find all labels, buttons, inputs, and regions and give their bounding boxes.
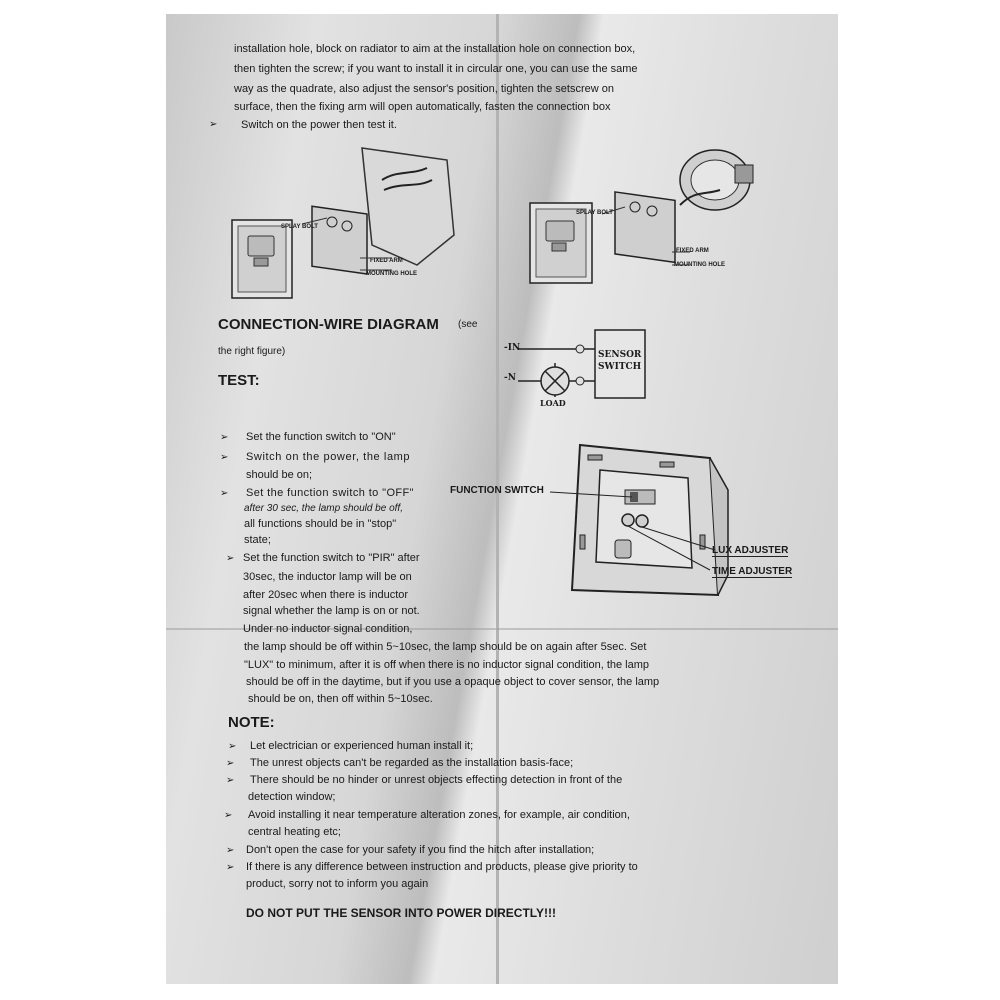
bullet-icon: ➢	[209, 119, 218, 130]
label-lux-adjuster: LUX ADJUSTER	[712, 545, 789, 556]
connection-heading: CONNECTION-WIRE DIAGRAM	[218, 316, 439, 333]
note-line: Let electrician or experienced human install it;	[250, 740, 474, 752]
install-figure-square	[232, 140, 462, 310]
test-line: "LUX" to minimum, after it is off when there is no inductor signal condition, the lamp	[244, 659, 650, 671]
intro-line: installation hole, block on radiator to aim at the installation hole on connection box,	[234, 43, 636, 55]
wiring-switch-label: SWITCH	[598, 362, 642, 372]
test-line: 30sec, the inductor lamp will be on	[243, 571, 412, 583]
note-line: If there is any difference between instruction and products, please give priority to	[246, 861, 638, 873]
intro-line: surface, then the fixing arm will open automatically, fasten the connection box	[234, 101, 611, 113]
test-line: all functions should be in "stop"	[244, 518, 397, 530]
test-line: Set the function switch to "PIR" after	[243, 552, 420, 564]
note-line: The unrest objects can't be regarded as the installation basis-face;	[250, 757, 574, 769]
bullet-icon: ➢	[220, 432, 229, 443]
test-line: state;	[244, 534, 271, 546]
note-line: Don't open the case for your safety if you find the hitch after installation;	[246, 844, 595, 856]
wiring-sensor-label: SENSOR	[598, 350, 642, 360]
paper-fold-vertical	[496, 14, 499, 984]
note-line: central heating etc;	[248, 826, 341, 838]
test-line: signal whether the lamp is on or not.	[243, 605, 420, 617]
note-line: There should be no hinder or unrest objects effecting detection in front of the	[250, 774, 623, 786]
bullet-icon: ➢	[220, 488, 229, 499]
bullet-icon: ➢	[224, 810, 233, 821]
note-heading: NOTE:	[228, 714, 275, 731]
bullet-icon: ➢	[226, 758, 235, 769]
sensor-board-diagram	[560, 440, 730, 610]
test-line: Switch on the power, the lamp	[246, 451, 411, 463]
test-line: Under no inductor signal condition,	[243, 623, 413, 635]
note-line: detection window;	[248, 791, 336, 803]
test-line: Set the function switch to "ON"	[246, 431, 396, 443]
bullet-icon: ➢	[226, 775, 235, 786]
test-line: should be on, then off within 5~10sec.	[248, 693, 433, 705]
bullet-icon: ➢	[226, 553, 235, 564]
bullet-icon: ➢	[228, 741, 237, 752]
test-heading: TEST:	[218, 372, 260, 389]
label-fixed-arm: FIXED ARM	[370, 258, 403, 264]
note-line: Avoid installing it near temperature alteration zones, for example, air condition,	[248, 809, 630, 821]
label-function-switch: FUNCTION SWITCH	[450, 485, 544, 496]
label-splay-bolt: SPLAY BOLT	[576, 210, 613, 216]
label-fixed-arm: FIXED ARM	[676, 248, 709, 254]
test-line: should be on;	[246, 469, 313, 481]
wiring-in-label: -IN	[504, 343, 521, 353]
connection-subtext: the right figure)	[218, 346, 286, 357]
note-line: product, sorry not to inform you again	[246, 878, 429, 890]
label-time-adjuster: TIME ADJUSTER	[712, 566, 793, 577]
test-line: should be off in the daytime, but if you use a opaque object to cover sensor, the lamp	[246, 676, 660, 688]
warning-text: DO NOT PUT THE SENSOR INTO POWER DIRECTLY!!!	[246, 906, 557, 920]
label-splay-bolt: SPLAY BOLT	[281, 224, 318, 230]
connection-heading-suffix: (see	[458, 319, 478, 330]
label-mounting-hole: MOUNTING HOLE	[366, 271, 417, 277]
test-line: after 30 sec, the lamp should be off,	[244, 503, 403, 514]
wiring-n-label: -N	[504, 373, 516, 383]
intro-bullet: Switch on the power then test it.	[241, 119, 397, 131]
bullet-icon: ➢	[220, 452, 229, 463]
bullet-icon: ➢	[226, 862, 235, 873]
test-line: the lamp should be off within 5~10sec, the lamp should be on again after 5sec. Set	[244, 641, 647, 653]
test-line: Set the function switch to "OFF"	[246, 487, 414, 499]
wiring-load-label: LOAD	[540, 398, 566, 408]
intro-line: then tighten the screw; if you want to install it in circular one, you can use the same	[234, 63, 638, 75]
bullet-icon: ➢	[226, 845, 235, 856]
intro-line: way as the quadrate, also adjust the sensor's position, tighten the setscrew on	[234, 83, 614, 95]
label-mounting-hole: MOUNTING HOLE	[674, 262, 725, 268]
install-figure-circular	[530, 135, 770, 310]
test-line: after 20sec when there is inductor	[243, 589, 409, 601]
